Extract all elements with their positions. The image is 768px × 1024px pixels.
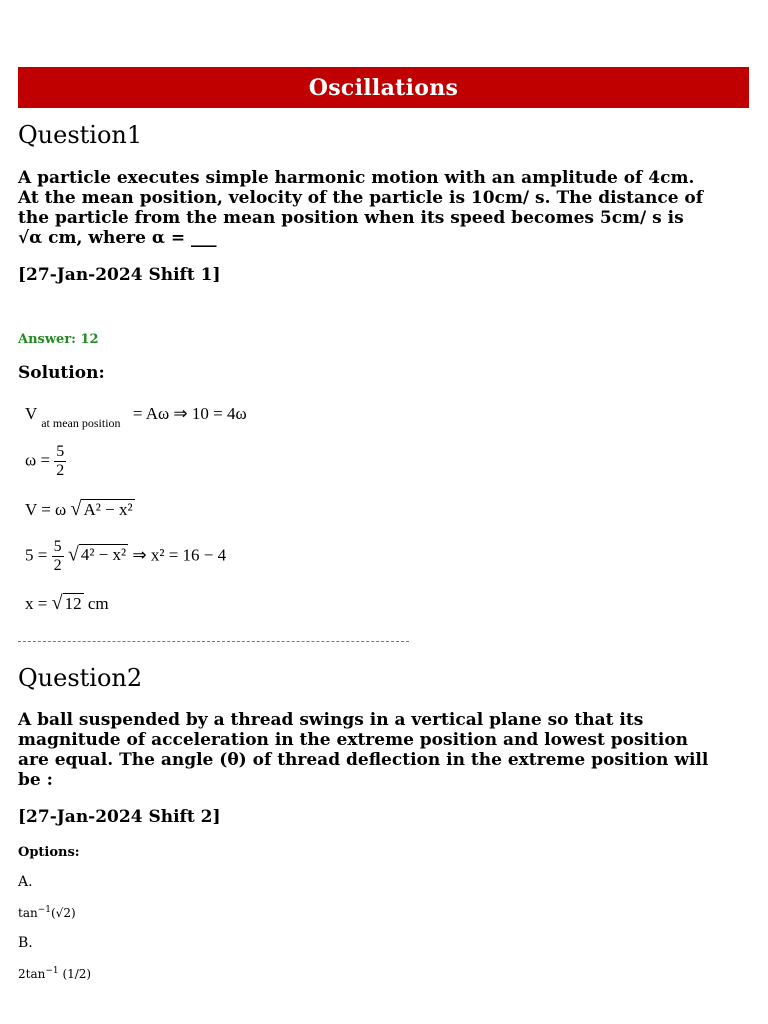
chapter-banner: Oscillations <box>18 67 749 108</box>
question-2-shift: [27-Jan-2024 Shift 2] <box>18 807 221 827</box>
question-divider <box>18 641 409 642</box>
fraction: $\frac{5}{2}$ <box>56 443 65 479</box>
question-1-shift: [27-Jan-2024 Shift 1] <box>18 265 221 285</box>
options-label: Options: <box>18 845 80 860</box>
question-1-answer: Answer: 12 <box>18 332 99 347</box>
question-2-line-4: be : <box>18 770 53 790</box>
question-1-title: Question1 <box>18 121 143 149</box>
option-a-letter: A. <box>18 874 33 890</box>
equation-2: ω = $\frac{5}{2}$ <box>25 443 65 479</box>
question-2-line-3: are equal. The angle (θ) of thread deflection in the extreme position will <box>18 750 709 770</box>
question-1-line-2: At the mean position, velocity of the particle is 10cm/ s. The distance of <box>18 188 704 208</box>
question-2-line-1: A ball suspended by a thread swings in a vertical plane so that its <box>18 710 644 730</box>
question-2-text <box>18 710 758 790</box>
solution-label: Solution: <box>18 363 105 383</box>
question-1-text <box>18 168 758 248</box>
question-1-line-4: √α cm, where α = ___ <box>18 228 217 248</box>
equation-1: V $_{at mean position}$ = Aω ⇒ 10 = 4ω <box>25 404 247 430</box>
question-2-title: Question2 <box>18 664 143 692</box>
equation-3: V = ω √ A² − x² <box>25 498 133 520</box>
option-b-text: $2\tan^{-1}$ (1/2) <box>18 966 92 981</box>
question-1-line-3: the particle from the mean position when its speed becomes 5cm/ s is <box>18 208 684 228</box>
question-1-line-1: A particle executes simple harmonic motion with an amplitude of 4cm. <box>18 168 695 188</box>
option-a-text: $\tan^{-1}(√2)$ <box>18 905 76 920</box>
option-b-letter: B. <box>18 935 33 951</box>
equation-5: x = √ 12 cm <box>25 592 109 614</box>
question-2-line-2: magnitude of acceleration in the extreme position and lowest position <box>18 730 689 750</box>
fraction: $\frac{5}{2}$ <box>53 538 62 574</box>
equation-4: 5 = $\frac{5}{2}$ √ 4² − x² ⇒ x² = 16 − 4 <box>25 538 227 574</box>
